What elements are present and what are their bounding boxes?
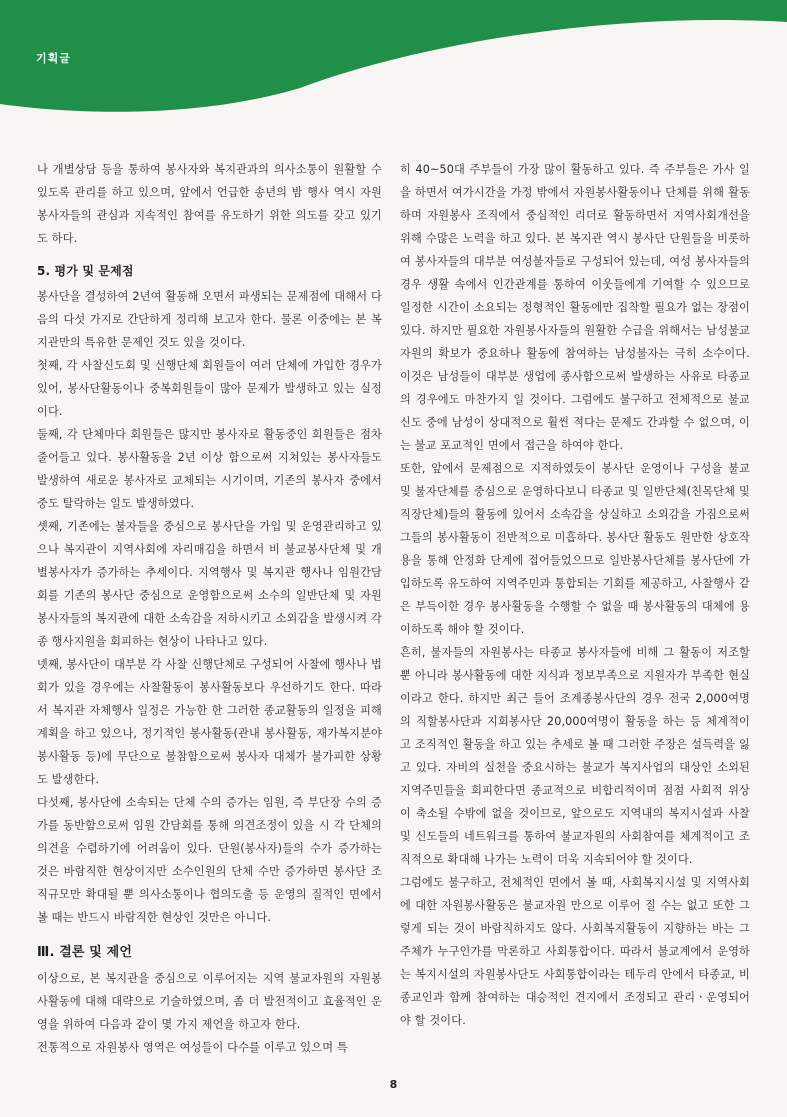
right-paragraph-3: 흔히, 불자들의 자원봉사는 타종교 봉사자들에 비해 그 활동이 저조할 뿐 아니라 봉사활동에 대한 지식과 정보부족으로 지원자가 부족한 현실이라고 한다. 하지만 최근 들어 조계종봉사단의 경우 전국 2,000여명의 직할봉사단과 지회봉사단 20,000여명이 활동을 하는 등 체계적이고 조직적인 활동을 하고 있는 추세로 볼 때 그러한 주장은 설득력을 잃고 있다. 자비의 실천을 중요시하는 불교가 복지사업의 대상인 소외된 지역주민들을 회피한다면 종교적으로 비합리적이며 점점 사회적 위상이 축소될 수밖에 없을 것이므로, 앞으로도 지역내의 복지시설과 사찰 및 신도들의 네트워크를 통하여 불교자원의 사회참여를 체계적이고 조직적으로 확대해 나가는 노력이 더욱 지속되어야 할 것이다. — [400, 646, 750, 866]
section5-intro-paragraph: 봉사단을 결성하여 2년여 활동해 오면서 파생되는 문제점에 대해서 다음의 다섯 가지로 간단하게 정리해 보고자 한다. 물론 이중에는 본 복지관만의 특유한 문제인 것도 있을 것이다. — [37, 290, 382, 349]
right-paragraph-2: 또한, 앞에서 문제점으로 지적하였듯이 봉사단 운영이나 구성을 불교 및 불자단체를 중심으로 운영하다보니 타종교 및 일반단체(친목단체 및 직장단체)들의 활동에 있어서 소속감을 상실하고 소외감을 가짐으로써 그들의 봉사활동이 전반적으로 미흡하다. 봉사단 활동도 원만한 상호작용을 통해 안정화 단계에 접어들었으므로 일반봉사단체를 봉사단에 가입하도록 유도하여 지역주민과 통합되는 기회를 제공하고, 사찰행사 같은 부득이한 경우 봉사활동을 수행할 수 없을 때 봉사활동의 대체에 용이하도록 해야 할 것이다. — [400, 462, 750, 636]
left-intro-paragraph: 나 개별상담 등을 통하여 봉사자와 복지관과의 의사소통이 원활할 수 있도록 관리를 하고 있으며, 앞에서 언급한 송년의 밤 행사 역시 자원봉사자들의 관심과 지속적인 참여를 유도하기 위한 의도를 갖고 있기도 하다. — [37, 163, 382, 245]
point4-paragraph: 넷째, 봉사단이 대부분 각 사찰 신행단체로 구성되어 사찰에 행사나 법회가 있을 경우에는 사찰활동이 봉사활동보다 우선하기도 한다. 따라서 복지관 자체행사 일정은 가능한 한 그러한 종교활동의 일정을 피해 계획을 하고 있으나, 정기적인 봉사활동(관내 봉사활동, 재가복지분야 봉사활동 등)에 무단으로 불참함으로써 봉사자 대체가 불가피한 상황도 발생한다. — [37, 658, 382, 786]
section-tag: 기획글 — [36, 52, 71, 65]
conclusion-heading: Ⅲ. 결론 및 제언 — [37, 945, 133, 960]
header-wave-shape — [0, 0, 787, 112]
section5-heading: 5. 평가 및 문제점 — [37, 264, 134, 278]
point5-paragraph: 다섯째, 봉사단에 소속되는 단체 수의 증가는 임원, 즉 부단장 수의 증가를 동반함으로써 임원 간담회를 통해 의견조정이 있을 시 각 단체의 의견을 수렴하기에 어려움이 있다. 단원(봉사자)들의 수가 증가하는 것은 바람직한 현상이지만 소수인원의 단체 수만 증가하면 봉사단 조직규모만 확대될 뿐 의사소통이나 협의도출 등 운영의 질적인 면에서 볼 때는 반드시 바람직한 현상인 것만은 아니다. — [37, 796, 382, 924]
left-column — [37, 158, 382, 1059]
point2-paragraph: 둘째, 각 단체마다 회원들은 많지만 봉사자로 활동중인 회원들은 점차 줄어들고 있다. 봉사활동을 2년 이상 함으로써 지쳐있는 봉사자들도 발생하여 새로운 봉사자로 교체되는 시기이며, 기존의 봉사자 중에서 중도 탈락하는 일도 발생하였다. — [37, 428, 382, 510]
right-paragraph-4: 그럼에도 불구하고, 전체적인 면에서 볼 때, 사회복지시설 및 지역사회에 대한 자원봉사활동은 불교자원 만으로 이루어 질 수는 없고 또한 그렇게 되는 것이 바람직하지도 않다. 사회복지활동이 지향하는 바는 그 주체가 누구인가를 막론하고 사회통합이다. 따라서 불교계에서 운영하는 복지시설의 자원봉사단도 사회통합이라는 테두리 안에서 타종교, 비종교인과 함께 참여하는 대승적인 견지에서 조정되고 관리ㆍ운영되어야 할 것이다. — [400, 876, 750, 1027]
right-paragraph-1: 히 40~50대 주부들이 가장 많이 활동하고 있다. 즉 주부들은 가사 일을 하면서 여가시간을 가정 밖에서 자원봉사활동이나 단체를 위해 활동하며 자원봉사 조직에서 중심적인 리더로 활동하면서 지역사회개선을 위해 수많은 노력을 하고 있다. 본 복지관 역시 봉사단 단원들을 비롯하여 봉사자들의 대부분 여성불자들로 구성되어 있는데, 여성 봉사자들의 경우 생활 속에서 인간관계를 통하여 이웃들에게 기여할 수 있으므로 일정한 시간이 소요되는 정형적인 활동에만 집착할 필요가 없는 장점이 있다. 하지만 필요한 자원봉사자들의 원활한 수급을 위해서는 남성불교자원의 확보가 중요하나 활동에 참여하는 남성불자는 극히 소수이다. 이것은 남성들이 대부분 생업에 종사함으로써 발생하는 사유로 타종교의 경우에도 마찬가지 일 것이다. 그럼에도 불구하고 전체적으로 불교신도 중에 남성이 상대적으로 훨씬 적다는 문제도 간과할 수 없으며, 이는 불교 포교적인 면에서 접근을 하여야 한다. — [400, 163, 750, 452]
header-band — [0, 0, 787, 120]
conclusion-intro-paragraph: 이상으로, 본 복지관을 중심으로 이루어지는 지역 불교자원의 자원봉사활동에 대해 대략으로 기술하였으며, 좀 더 발전적이고 효율적인 운영을 위하여 다음과 같이 몇 가지 제언을 하고자 한다. — [37, 972, 382, 1031]
right-column — [400, 158, 750, 1032]
point3-paragraph: 셋째, 기존에는 불자들을 중심으로 봉사단을 가입 및 운영관리하고 있으나 복지관이 지역사회에 자리매김을 하면서 비 불교봉사단체 및 개별봉사자가 증가하는 추세이다. 지역행사 및 복지관 행사나 임원간담회를 기존의 봉사단 중심으로 운영함으로써 소수의 일반단체 및 자원봉사자들의 복지관에 대한 소속감을 저하시키고 소외감을 발생시켜 각종 행사지원을 회피하는 현상이 나타나고 있다. — [37, 520, 382, 648]
conclusion-start-paragraph: 전통적으로 자원봉사 영역은 여성들이 다수를 이루고 있으며 특 — [37, 1041, 348, 1054]
page-number: 8 — [389, 1078, 398, 1091]
point1-paragraph: 첫째, 각 사찰신도회 및 신행단체 회원들이 여러 단체에 가입한 경우가 있어, 봉사단활동이나 중복회원들이 많아 문제가 발생하고 있는 실정이다. — [37, 359, 382, 418]
